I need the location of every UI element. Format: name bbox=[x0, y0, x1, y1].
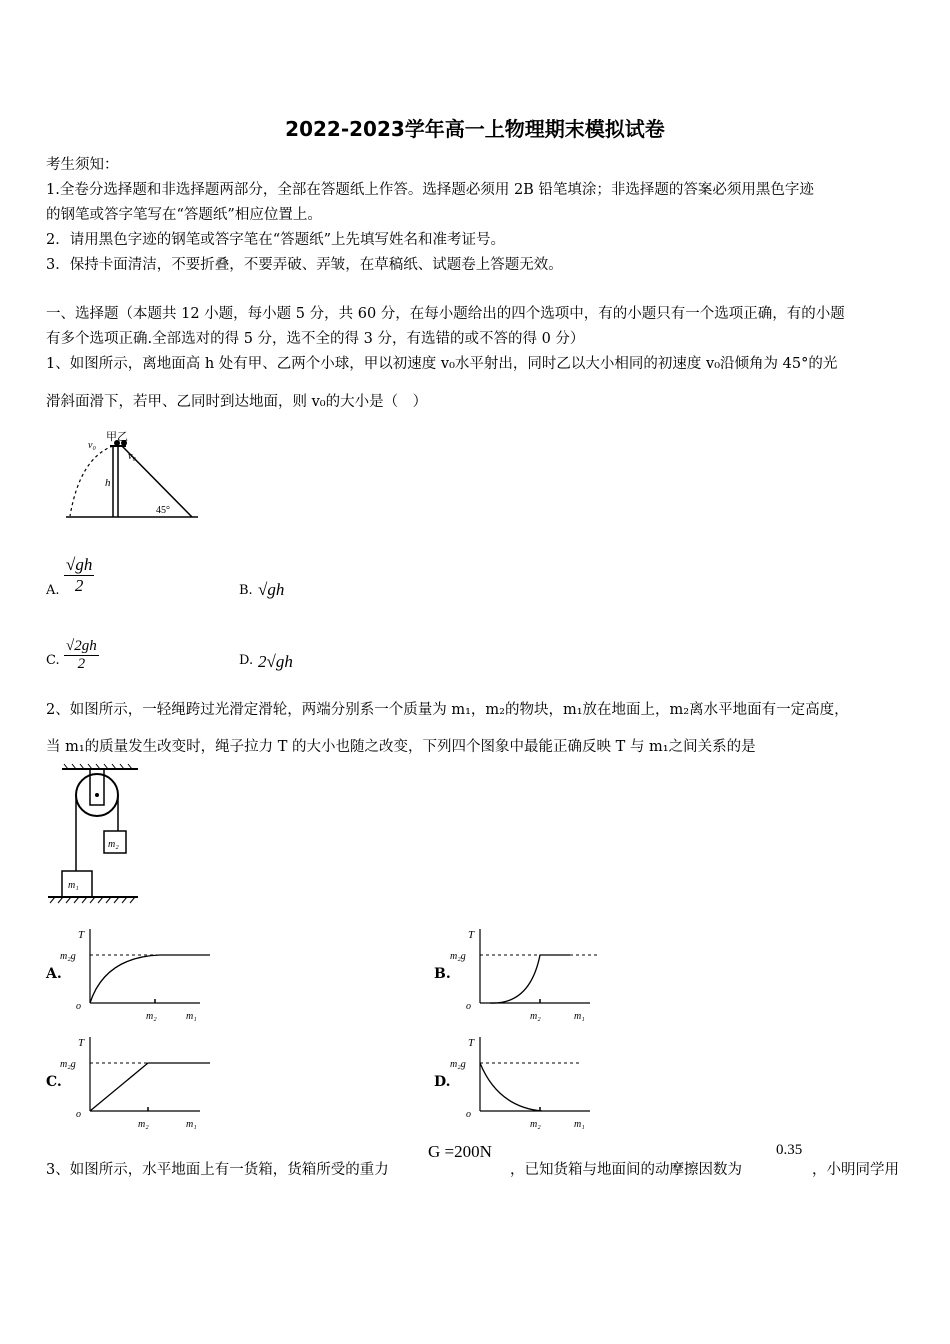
q2-graph-b-label: B. bbox=[434, 966, 451, 982]
q2-graph-d bbox=[450, 1033, 600, 1133]
q3-gravity-formula: G =200N bbox=[428, 1142, 492, 1161]
q1-label-angle: 45° bbox=[156, 505, 170, 516]
q2-graph-c-origin: o bbox=[76, 1109, 81, 1120]
q1-label-v0-left: v₀ bbox=[88, 440, 96, 451]
q3-friction-coefficient: 0.35 bbox=[776, 1142, 803, 1158]
q1-option-c-label: C. bbox=[46, 653, 60, 668]
q2-graph-a-y-tick: m₂g bbox=[60, 951, 76, 962]
q1-option-c-numerator: √2gh bbox=[66, 638, 97, 654]
q2-pulley-figure bbox=[46, 763, 146, 905]
q2-graph-a-label: A. bbox=[46, 966, 62, 982]
q2-graph-a-origin: o bbox=[76, 1001, 81, 1012]
q1-stem-line-1: 1、如图所示，离地面高 h 处有甲、乙两个小球，甲以初速度 v₀水平射出，同时乙以大小相同的初速度 v₀沿倾角为 45°的光 bbox=[46, 356, 838, 372]
q2-graph-c-y-axis: T bbox=[78, 1037, 85, 1049]
q2-graph-b bbox=[450, 925, 600, 1025]
q2-graph-d-y-axis: T bbox=[468, 1037, 475, 1049]
q2-graph-d-origin: o bbox=[466, 1109, 471, 1120]
q2-graph-c-label: C. bbox=[46, 1074, 62, 1090]
q2-graph-c-y-tick: m₂g bbox=[60, 1059, 76, 1070]
q1-stem-line-2: 滑斜面滑下，若甲、乙同时到达地面，则 v₀的大小是（ ） bbox=[46, 394, 428, 410]
q2-graph-b-origin: o bbox=[466, 1001, 471, 1012]
q1-option-a-numerator: √gh bbox=[66, 555, 93, 574]
q1-option-c-denominator: 2 bbox=[77, 656, 86, 672]
section-1-line-1: 一、选择题（本题共 12 小题，每小题 5 分，共 60 分，在每小题给出的四个选项中，有的小题只有一个选项正确，有的小题 bbox=[46, 306, 845, 322]
notice-item-2: 2．请用黑色字迹的钢笔或答字笔在“答题纸”上先填写姓名和准考证号。 bbox=[46, 232, 506, 248]
q2-stem-line-1: 2、如图所示，一轻绳跨过光滑定滑轮，两端分别系一个质量为 m₁，m₂的物块，m₁放在地面上，m₂离水平地面有一定高度， bbox=[46, 702, 849, 718]
q2-graph-a-x-axis: m₁ bbox=[186, 1011, 197, 1022]
q1-option-d-label: D. bbox=[239, 653, 254, 668]
q1-option-b-label: B. bbox=[239, 583, 253, 598]
q2-graph-b-x-axis: m₁ bbox=[574, 1011, 585, 1022]
notice-heading: 考生须知： bbox=[46, 157, 119, 173]
q2-graph-d-label: D. bbox=[434, 1074, 451, 1090]
notice-item-3: 3．保持卡面清洁，不要折叠，不要弄破、弄皱，在草稿纸、试题卷上答题无效。 bbox=[46, 257, 563, 273]
q1-label-h: h bbox=[105, 477, 111, 489]
q2-label-m2: m₂ bbox=[108, 839, 119, 850]
q1-figure bbox=[58, 428, 208, 528]
notice-item-1-line-1: 1.全卷分选择题和非选择题两部分，全部在答题纸上作答。选择题必须用 2B 铅笔填涂；非选择题的答案必须用黑色字迹 bbox=[46, 182, 814, 198]
q3-stem-part-3: ，小明同学用 bbox=[812, 1162, 899, 1178]
q1-option-b-expr: √gh bbox=[258, 580, 285, 599]
q2-graph-c-x-tick: m₂ bbox=[138, 1119, 149, 1130]
page-title: 2022-2023学年高一上物理期末模拟试卷 bbox=[285, 117, 665, 141]
q2-graph-d-y-tick: m₂g bbox=[450, 1059, 466, 1070]
q3-stem-part-2: ，已知货箱与地面间的动摩擦因数为 bbox=[510, 1162, 742, 1178]
q2-graph-d-x-axis: m₁ bbox=[574, 1119, 585, 1130]
q1-option-a-label: A. bbox=[46, 583, 60, 598]
q1-option-c-expr bbox=[64, 638, 99, 673]
q1-option-d-expr: 2√gh bbox=[258, 652, 293, 671]
q2-graph-b-y-tick: m₂g bbox=[450, 951, 466, 962]
q2-graph-a bbox=[60, 925, 210, 1025]
q1-label-jia-yi: 甲乙 bbox=[106, 431, 128, 443]
q2-graph-a-x-tick: m₂ bbox=[146, 1011, 157, 1022]
section-1-line-2: 有多个选项正确.全部选对的得 5 分，选不全的得 3 分，有选错的或不答的得 0 分） bbox=[46, 331, 585, 347]
q2-graph-c bbox=[60, 1033, 210, 1133]
q2-graph-a-y-axis: T bbox=[78, 929, 85, 941]
q3-stem-part-1: 3、如图所示，水平地面上有一货箱，货箱所受的重力 bbox=[46, 1162, 389, 1178]
q1-option-a-expr bbox=[64, 555, 94, 596]
q2-graph-d-x-tick: m₂ bbox=[530, 1119, 541, 1130]
notice-item-1-line-2: 的钢笔或答字笔写在“答题纸”相应位置上。 bbox=[46, 207, 322, 223]
q1-label-v0-right: v₀ bbox=[128, 451, 136, 462]
q1-option-a-denominator: 2 bbox=[74, 576, 84, 595]
q2-label-m1: m₁ bbox=[68, 880, 79, 891]
q2-graph-c-x-axis: m₁ bbox=[186, 1119, 197, 1130]
q2-stem-line-2: 当 m₁的质量发生改变时，绳子拉力 T 的大小也随之改变，下列四个图象中最能正确反映 T 与 m₁之间关系的是 bbox=[46, 739, 756, 755]
q2-graph-b-x-tick: m₂ bbox=[530, 1011, 541, 1022]
q2-graph-b-y-axis: T bbox=[468, 929, 475, 941]
